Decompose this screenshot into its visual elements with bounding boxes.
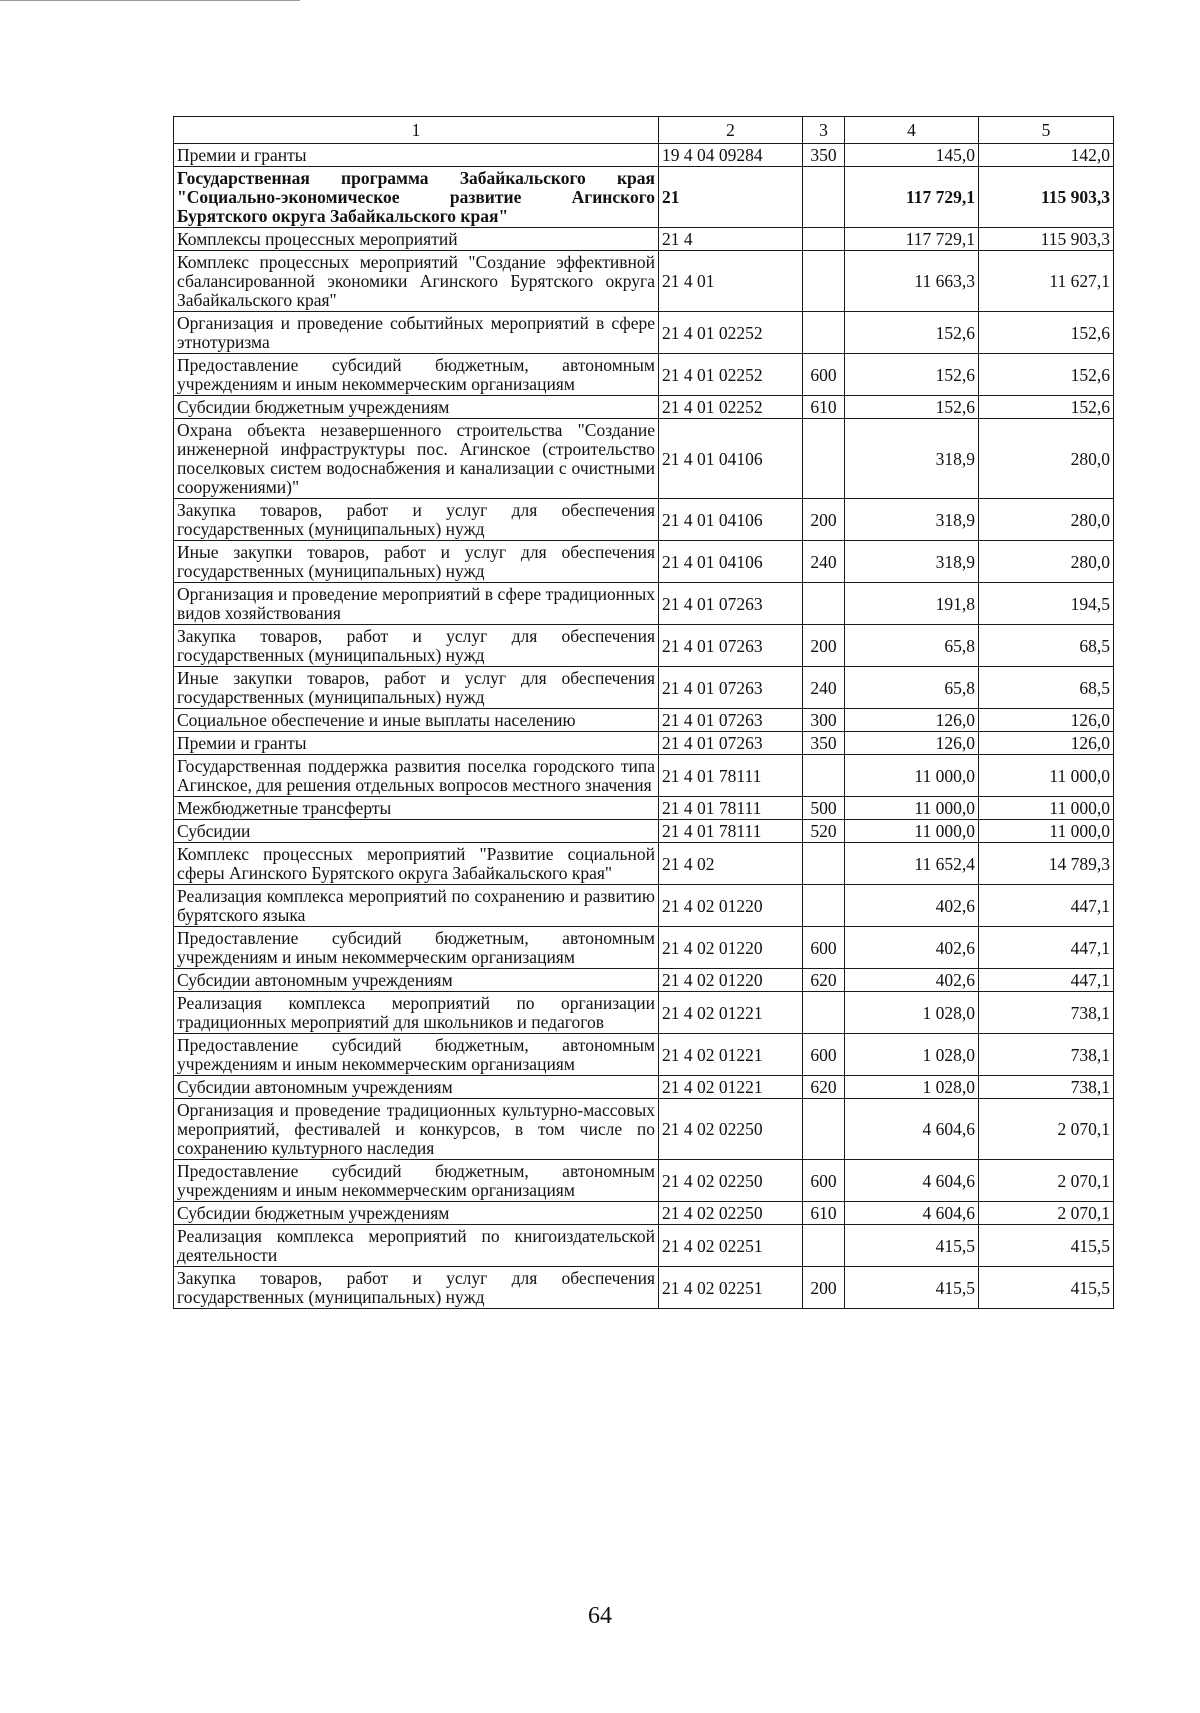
row-amount-year2-cell: 68,5	[979, 625, 1114, 667]
row-expense-type-cell	[803, 167, 845, 228]
row-name-cell: Субсидии автономным учреждениям	[174, 969, 659, 992]
row-code-cell: 21	[659, 167, 803, 228]
row-amount-year1-cell: 152,6	[845, 312, 979, 354]
row-name-cell: Комплекс процессных мероприятий "Создание эффективной сбалансированной экономики Агинского Бурятского округа Забайкальского края"	[174, 251, 659, 312]
row-amount-year2-cell: 152,6	[979, 312, 1114, 354]
row-amount-year2-cell: 738,1	[979, 992, 1114, 1034]
row-expense-type-cell	[803, 419, 845, 499]
row-name-cell: Предоставление субсидий бюджетным, автономным учреждениям и иным некоммерческим организациям	[174, 1034, 659, 1076]
row-amount-year1-cell: 415,5	[845, 1267, 979, 1309]
row-expense-type-cell	[803, 228, 845, 251]
row-expense-type-cell: 620	[803, 1076, 845, 1099]
row-code-cell: 21 4 01 04106	[659, 541, 803, 583]
row-name-cell: Предоставление субсидий бюджетным, автономным учреждениям и иным некоммерческим организациям	[174, 354, 659, 396]
row-expense-type-cell	[803, 885, 845, 927]
row-amount-year2-cell: 2 070,1	[979, 1099, 1114, 1160]
row-expense-type-cell: 610	[803, 1202, 845, 1225]
row-code-cell: 21 4 01 04106	[659, 499, 803, 541]
row-expense-type-cell: 200	[803, 1267, 845, 1309]
row-expense-type-cell: 600	[803, 1034, 845, 1076]
row-amount-year1-cell: 402,6	[845, 969, 979, 992]
row-amount-year2-cell: 11 000,0	[979, 755, 1114, 797]
row-expense-type-cell: 500	[803, 797, 845, 820]
row-code-cell: 21 4 01 07263	[659, 667, 803, 709]
row-amount-year2-cell: 447,1	[979, 885, 1114, 927]
row-name-cell: Организация и проведение событийных мероприятий в сфере этнотуризма	[174, 312, 659, 354]
row-amount-year1-cell: 191,8	[845, 583, 979, 625]
row-amount-year2-cell: 126,0	[979, 732, 1114, 755]
row-expense-type-cell: 620	[803, 969, 845, 992]
row-name-cell: Комплекс процессных мероприятий "Развитие социальной сферы Агинского Бурятского округа Забайкальского края"	[174, 843, 659, 885]
row-name-cell: Предоставление субсидий бюджетным, автономным учреждениям и иным некоммерческим организациям	[174, 1160, 659, 1202]
row-amount-year2-cell: 11 000,0	[979, 797, 1114, 820]
table-row	[174, 1202, 1114, 1225]
row-expense-type-cell: 300	[803, 709, 845, 732]
row-amount-year1-cell: 415,5	[845, 1225, 979, 1267]
table-row	[174, 251, 1114, 312]
table-row	[174, 419, 1114, 499]
table-row	[174, 1160, 1114, 1202]
row-name-cell: Реализация комплекса мероприятий по сохранению и развитию бурятского языка	[174, 885, 659, 927]
row-name-cell: Закупка товаров, работ и услуг для обеспечения государственных (муниципальных) нужд	[174, 625, 659, 667]
table-row	[174, 843, 1114, 885]
table-row	[174, 1034, 1114, 1076]
header-col-1: 1	[174, 117, 659, 144]
row-expense-type-cell: 600	[803, 1160, 845, 1202]
row-amount-year2-cell: 152,6	[979, 354, 1114, 396]
row-code-cell: 21 4 01 78111	[659, 820, 803, 843]
row-code-cell: 19 4 04 09284	[659, 144, 803, 167]
row-amount-year2-cell: 280,0	[979, 419, 1114, 499]
row-code-cell: 21 4 02 02250	[659, 1202, 803, 1225]
row-code-cell: 21 4 01 07263	[659, 732, 803, 755]
header-col-4: 4	[845, 117, 979, 144]
row-name-cell: Иные закупки товаров, работ и услуг для обеспечения государственных (муниципальных) нужд	[174, 541, 659, 583]
table-row	[174, 312, 1114, 354]
row-name-cell: Государственная поддержка развития поселка городского типа Агинское, для решения отдельных вопросов местного значения	[174, 755, 659, 797]
row-expense-type-cell: 200	[803, 625, 845, 667]
row-amount-year2-cell: 142,0	[979, 144, 1114, 167]
row-amount-year2-cell: 11 000,0	[979, 820, 1114, 843]
row-amount-year2-cell: 152,6	[979, 396, 1114, 419]
row-amount-year1-cell: 402,6	[845, 927, 979, 969]
row-expense-type-cell	[803, 1225, 845, 1267]
table-row	[174, 167, 1114, 228]
table-row	[174, 1225, 1114, 1267]
row-name-cell: Государственная программа Забайкальского края "Социально-экономическое развитие Агинского Бурятского округа Забайкальского края"	[174, 167, 659, 228]
budget-table	[173, 116, 1114, 1309]
row-amount-year2-cell: 447,1	[979, 969, 1114, 992]
row-amount-year1-cell: 4 604,6	[845, 1202, 979, 1225]
row-code-cell: 21 4 01 78111	[659, 797, 803, 820]
table-row	[174, 992, 1114, 1034]
row-amount-year2-cell: 115 903,3	[979, 228, 1114, 251]
row-code-cell: 21 4 02 02250	[659, 1099, 803, 1160]
table-row	[174, 228, 1114, 251]
row-name-cell: Охрана объекта незавершенного строительства "Создание инженерной инфраструктуры пос. Агинское (строительство поселковых систем водоснабжения и канализации с очистными сооружениями)"	[174, 419, 659, 499]
table-row	[174, 969, 1114, 992]
row-expense-type-cell	[803, 583, 845, 625]
row-amount-year2-cell: 415,5	[979, 1225, 1114, 1267]
table-row	[174, 625, 1114, 667]
table-header-row	[174, 117, 1114, 144]
row-amount-year1-cell: 4 604,6	[845, 1160, 979, 1202]
row-name-cell: Премии и гранты	[174, 732, 659, 755]
row-amount-year2-cell: 14 789,3	[979, 843, 1114, 885]
row-name-cell: Субсидии бюджетным учреждениям	[174, 1202, 659, 1225]
row-amount-year2-cell: 68,5	[979, 667, 1114, 709]
table-row	[174, 709, 1114, 732]
row-amount-year2-cell: 280,0	[979, 499, 1114, 541]
row-name-cell: Реализация комплекса мероприятий по организации традиционных мероприятий для школьников и педагогов	[174, 992, 659, 1034]
row-code-cell: 21 4 02 01220	[659, 885, 803, 927]
row-expense-type-cell: 240	[803, 667, 845, 709]
row-amount-year1-cell: 152,6	[845, 396, 979, 419]
row-code-cell: 21 4 01 02252	[659, 312, 803, 354]
row-amount-year1-cell: 318,9	[845, 419, 979, 499]
row-amount-year2-cell: 738,1	[979, 1034, 1114, 1076]
row-expense-type-cell: 240	[803, 541, 845, 583]
table-row	[174, 541, 1114, 583]
page-number: 64	[588, 1603, 612, 1629]
row-amount-year1-cell: 4 604,6	[845, 1099, 979, 1160]
row-amount-year1-cell: 318,9	[845, 541, 979, 583]
row-amount-year1-cell: 117 729,1	[845, 228, 979, 251]
table-row	[174, 1267, 1114, 1309]
row-amount-year1-cell: 145,0	[845, 144, 979, 167]
row-name-cell: Субсидии	[174, 820, 659, 843]
row-amount-year2-cell: 115 903,3	[979, 167, 1114, 228]
row-amount-year2-cell: 2 070,1	[979, 1202, 1114, 1225]
table-row	[174, 1076, 1114, 1099]
row-name-cell: Субсидии автономным учреждениям	[174, 1076, 659, 1099]
row-code-cell: 21 4 01 07263	[659, 709, 803, 732]
row-amount-year1-cell: 65,8	[845, 667, 979, 709]
header-col-2: 2	[659, 117, 803, 144]
row-expense-type-cell: 200	[803, 499, 845, 541]
row-expense-type-cell: 520	[803, 820, 845, 843]
row-code-cell: 21 4 02	[659, 843, 803, 885]
row-name-cell: Комплексы процессных мероприятий	[174, 228, 659, 251]
row-code-cell: 21 4 01 02252	[659, 396, 803, 419]
table-row	[174, 885, 1114, 927]
row-amount-year1-cell: 65,8	[845, 625, 979, 667]
row-expense-type-cell	[803, 843, 845, 885]
row-amount-year1-cell: 11 000,0	[845, 797, 979, 820]
row-name-cell: Иные закупки товаров, работ и услуг для обеспечения государственных (муниципальных) нужд	[174, 667, 659, 709]
table-row	[174, 396, 1114, 419]
scan-edge-line	[0, 0, 300, 2]
row-code-cell: 21 4 02 02250	[659, 1160, 803, 1202]
row-code-cell: 21 4 01 07263	[659, 583, 803, 625]
row-amount-year1-cell: 402,6	[845, 885, 979, 927]
row-amount-year1-cell: 11 652,4	[845, 843, 979, 885]
table-row	[174, 820, 1114, 843]
table-row	[174, 755, 1114, 797]
table-row	[174, 144, 1114, 167]
row-amount-year2-cell: 447,1	[979, 927, 1114, 969]
row-expense-type-cell: 610	[803, 396, 845, 419]
row-amount-year1-cell: 1 028,0	[845, 992, 979, 1034]
row-code-cell: 21 4 02 01221	[659, 1034, 803, 1076]
table-row	[174, 732, 1114, 755]
row-code-cell: 21 4 02 01220	[659, 927, 803, 969]
row-code-cell: 21 4 02 02251	[659, 1267, 803, 1309]
row-name-cell: Предоставление субсидий бюджетным, автономным учреждениям и иным некоммерческим организациям	[174, 927, 659, 969]
row-amount-year1-cell: 117 729,1	[845, 167, 979, 228]
header-col-5: 5	[979, 117, 1114, 144]
row-expense-type-cell: 350	[803, 144, 845, 167]
row-code-cell: 21 4 01 07263	[659, 625, 803, 667]
row-amount-year2-cell: 415,5	[979, 1267, 1114, 1309]
row-expense-type-cell: 600	[803, 354, 845, 396]
row-amount-year1-cell: 11 000,0	[845, 755, 979, 797]
row-code-cell: 21 4 02 02251	[659, 1225, 803, 1267]
row-amount-year1-cell: 1 028,0	[845, 1076, 979, 1099]
row-code-cell: 21 4	[659, 228, 803, 251]
row-name-cell: Организация и проведение мероприятий в сфере традиционных видов хозяйствования	[174, 583, 659, 625]
row-expense-type-cell	[803, 312, 845, 354]
row-code-cell: 21 4 01	[659, 251, 803, 312]
table-row	[174, 354, 1114, 396]
table-row	[174, 797, 1114, 820]
row-amount-year2-cell: 738,1	[979, 1076, 1114, 1099]
row-amount-year2-cell: 194,5	[979, 583, 1114, 625]
row-code-cell: 21 4 02 01221	[659, 992, 803, 1034]
row-code-cell: 21 4 01 78111	[659, 755, 803, 797]
row-name-cell: Организация и проведение традиционных культурно-массовых мероприятий, фестивалей и конкурсов, в том числе по сохранению культурного наследия	[174, 1099, 659, 1160]
row-expense-type-cell	[803, 992, 845, 1034]
row-name-cell: Премии и гранты	[174, 144, 659, 167]
row-name-cell: Межбюджетные трансферты	[174, 797, 659, 820]
row-code-cell: 21 4 01 04106	[659, 419, 803, 499]
row-amount-year1-cell: 318,9	[845, 499, 979, 541]
row-name-cell: Субсидии бюджетным учреждениям	[174, 396, 659, 419]
row-expense-type-cell	[803, 251, 845, 312]
row-name-cell: Закупка товаров, работ и услуг для обеспечения государственных (муниципальных) нужд	[174, 499, 659, 541]
table-body	[174, 144, 1114, 1309]
row-amount-year2-cell: 126,0	[979, 709, 1114, 732]
row-expense-type-cell	[803, 755, 845, 797]
row-name-cell: Реализация комплекса мероприятий по книгоиздательской деятельности	[174, 1225, 659, 1267]
row-amount-year2-cell: 11 627,1	[979, 251, 1114, 312]
table-row	[174, 927, 1114, 969]
row-expense-type-cell: 350	[803, 732, 845, 755]
table-row	[174, 499, 1114, 541]
row-code-cell: 21 4 02 01221	[659, 1076, 803, 1099]
table-row	[174, 667, 1114, 709]
row-expense-type-cell: 600	[803, 927, 845, 969]
row-amount-year1-cell: 1 028,0	[845, 1034, 979, 1076]
table-row	[174, 1099, 1114, 1160]
row-amount-year1-cell: 126,0	[845, 732, 979, 755]
row-expense-type-cell	[803, 1099, 845, 1160]
row-amount-year2-cell: 2 070,1	[979, 1160, 1114, 1202]
header-col-3: 3	[803, 117, 845, 144]
row-name-cell: Социальное обеспечение и иные выплаты населению	[174, 709, 659, 732]
row-amount-year2-cell: 280,0	[979, 541, 1114, 583]
row-amount-year1-cell: 152,6	[845, 354, 979, 396]
row-amount-year1-cell: 126,0	[845, 709, 979, 732]
row-name-cell: Закупка товаров, работ и услуг для обеспечения государственных (муниципальных) нужд	[174, 1267, 659, 1309]
row-amount-year1-cell: 11 000,0	[845, 820, 979, 843]
row-amount-year1-cell: 11 663,3	[845, 251, 979, 312]
row-code-cell: 21 4 02 01220	[659, 969, 803, 992]
row-code-cell: 21 4 01 02252	[659, 354, 803, 396]
table-row	[174, 583, 1114, 625]
